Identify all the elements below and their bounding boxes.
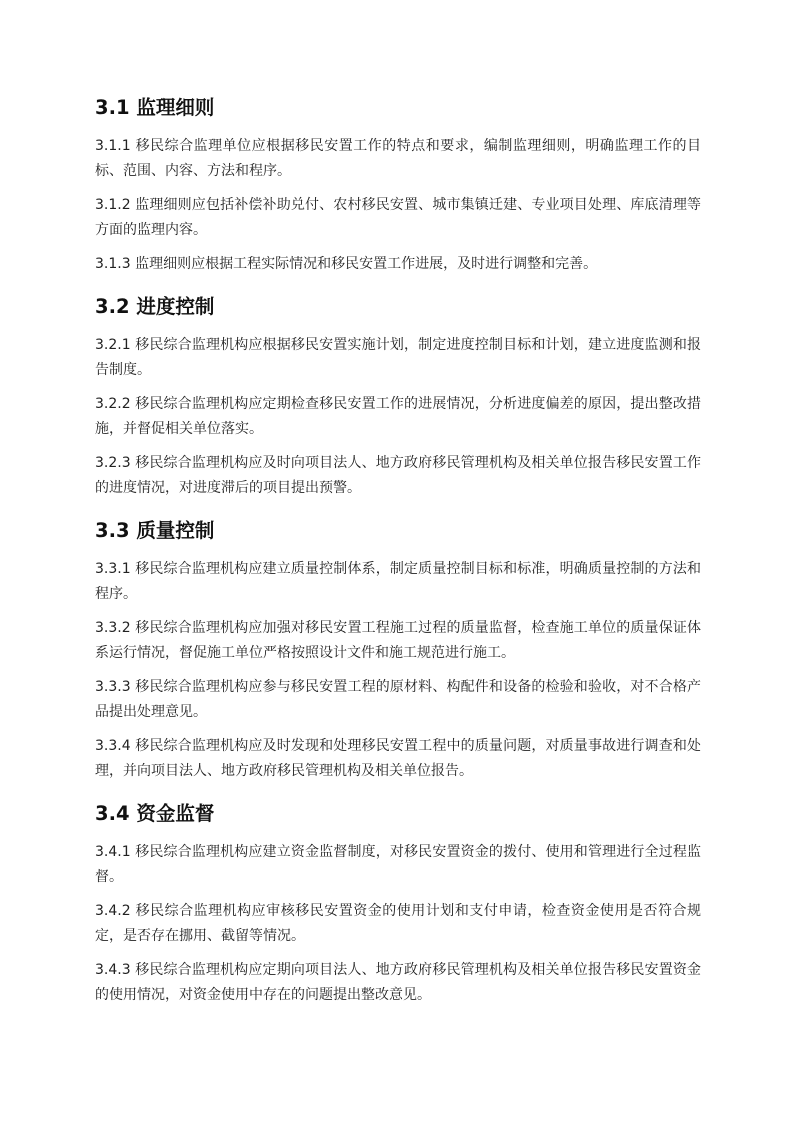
paragraph: 3.2.1 移民综合监理机构应根据移民安置实施计划，制定进度控制目标和计划，建立进度监测和报告制度。	[95, 337, 701, 378]
paragraph: 3.3.2 移民综合监理机构应加强对移民安置工程施工过程的质量监督，检查施工单位的质量保证体系运行情况，督促施工单位严格按照设计文件和施工规范进行施工。	[95, 620, 701, 661]
section-heading: 3.3 质量控制	[95, 519, 215, 542]
section-heading: 3.2 进度控制	[95, 295, 215, 318]
paragraph: 3.3.1 移民综合监理机构应建立质量控制体系，制定质量控制目标和标准，明确质量控制的方法和程序。	[95, 561, 701, 602]
section-3-4	[95, 800, 701, 1008]
paragraph: 3.1.2 监理细则应包括补偿补助兑付、农村移民安置、城市集镇迁建、专业项目处理、库底清理等方面的监理内容。	[95, 197, 701, 238]
paragraph: 3.4.2 移民综合监理机构应审核移民安置资金的使用计划和支付申请，检查资金使用是否符合规定，是否存在挪用、截留等情况。	[95, 903, 701, 944]
paragraph: 3.3.4 移民综合监理机构应及时发现和处理移民安置工程中的质量问题，对质量事故进行调查和处理，并向项目法人、地方政府移民管理机构及相关单位报告。	[95, 738, 701, 779]
paragraph: 3.1.3 监理细则应根据工程实际情况和移民安置工作进展，及时进行调整和完善。	[95, 256, 598, 272]
document-page	[95, 94, 701, 1008]
section-3-1	[95, 94, 701, 277]
paragraph: 3.4.3 移民综合监理机构应定期向项目法人、地方政府移民管理机构及相关单位报告移民安置资金的使用情况，对资金使用中存在的问题提出整改意见。	[95, 962, 701, 1003]
section-heading: 3.1 监理细则	[95, 96, 215, 119]
paragraph: 3.2.2 移民综合监理机构应定期检查移民安置工作的进展情况，分析进度偏差的原因，提出整改措施，并督促相关单位落实。	[95, 396, 701, 437]
paragraph: 3.1.1 移民综合监理单位应根据移民安置工作的特点和要求，编制监理细则，明确监理工作的目标、范围、内容、方法和程序。	[95, 138, 701, 179]
section-heading: 3.4 资金监督	[95, 802, 215, 825]
paragraph: 3.2.3 移民综合监理机构应及时向项目法人、地方政府移民管理机构及相关单位报告移民安置工作的进度情况，对进度滞后的项目提出预警。	[95, 455, 701, 496]
paragraph: 3.3.3 移民综合监理机构应参与移民安置工程的原材料、构配件和设备的检验和验收，对不合格产品提出处理意见。	[95, 679, 701, 720]
section-3-2	[95, 293, 701, 501]
section-3-3	[95, 517, 701, 784]
paragraph: 3.4.1 移民综合监理机构应建立资金监督制度，对移民安置资金的拨付、使用和管理进行全过程监督。	[95, 844, 701, 885]
